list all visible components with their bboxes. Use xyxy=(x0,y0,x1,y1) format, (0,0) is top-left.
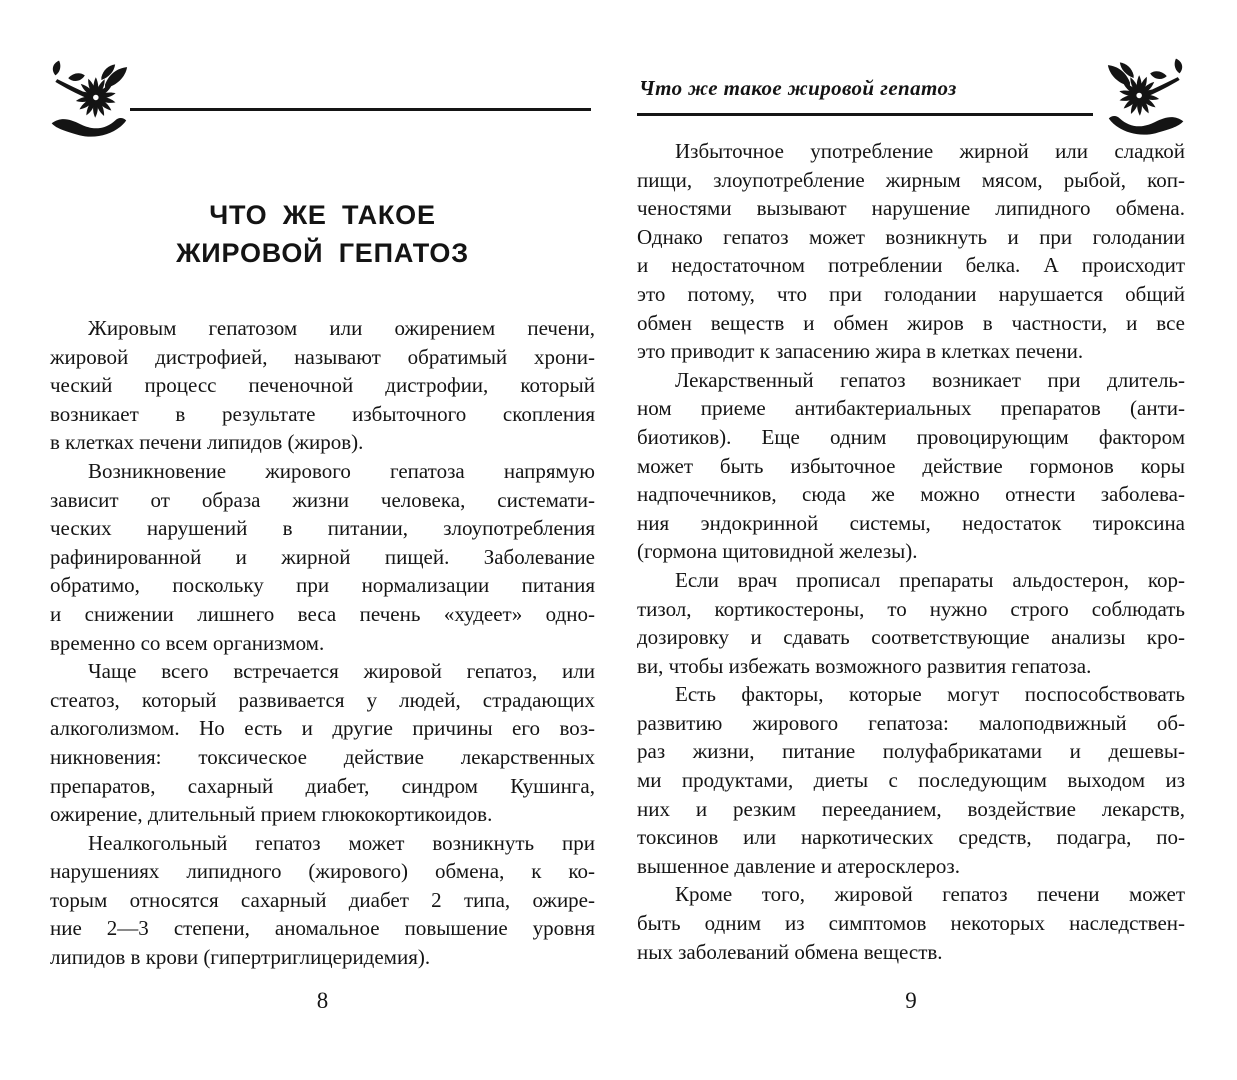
paragraph xyxy=(50,657,595,829)
text-line: и снижении лишнего веса печень «худеет» одно- xyxy=(50,601,595,626)
text-line: ных заболеваний обмена веществ. xyxy=(637,939,943,964)
text-line: это приводит к запасению жира в клетках печени. xyxy=(637,339,1084,364)
text-line: надпочечников, сюда же можно отнести заболева- xyxy=(637,482,1185,507)
chapter-title-line: ЧТО ЖЕ ТАКОЕ xyxy=(209,200,436,230)
text-line: алкоголизмом. Но есть и другие причины его воз- xyxy=(50,716,595,741)
text-line: вышенное давление и атеросклероз. xyxy=(637,853,960,878)
paragraph xyxy=(50,457,595,657)
text-line: развитию жирового гепатоза: малоподвижный об- xyxy=(637,710,1185,735)
text-line: жировой дистрофией, называют обратимый хрони- xyxy=(50,344,595,369)
flower-ornament-icon xyxy=(48,60,140,146)
text-line: Есть факторы, которые могут поспособствовать xyxy=(675,682,1185,707)
text-line: Кроме того, жировой гепатоз печени может xyxy=(675,882,1185,907)
header-rule xyxy=(637,113,1093,116)
text-line: дозировку и сдавать соответствующие анализы кро- xyxy=(637,625,1185,650)
text-line: может быть избыточное действие гормонов коры xyxy=(637,453,1185,478)
text-line: ченостями вызывают нарушение липидного обмена. xyxy=(637,196,1185,221)
text-line: стеатоз, который развивается у людей, страдающих xyxy=(50,687,595,712)
chapter-title xyxy=(50,196,595,272)
text-line: Если врач прописал препараты альдостерон, кор- xyxy=(675,567,1185,592)
text-line: ви, чтобы избежать возможного развития гепатоза. xyxy=(637,653,1092,678)
flower-ornament-icon xyxy=(1095,58,1187,144)
text-line: Жировым гепатозом или ожирением печени, xyxy=(88,316,595,340)
text-line: препаратов, сахарный диабет, синдром Кушинга, xyxy=(50,773,595,798)
text-line: ожирение, длительный прием глюкокортикоидов. xyxy=(50,802,493,827)
text-line: обратимо, поскольку при нормализации питания xyxy=(50,573,595,598)
text-line: это потому, что при голодании нарушается общий xyxy=(637,281,1185,306)
text-line: Лекарственный гепатоз возникает при длитель- xyxy=(675,367,1185,392)
text-line: тизол, кортикостероны, то нужно строго соблюдать xyxy=(637,596,1185,621)
right-page xyxy=(637,60,1185,1050)
page-number: 8 xyxy=(316,988,329,1013)
header-rule xyxy=(130,108,591,111)
text-line: них и резким перееданием, воздействие лекарств, xyxy=(637,796,1185,821)
text-line: Избыточное употребление жирной или сладкой xyxy=(675,139,1185,163)
text-line: ном приеме антибактериальных препаратов (анти- xyxy=(637,396,1185,421)
text-line: временно со всем организмом. xyxy=(50,630,325,655)
text-line: липидов в крови (гипертриглицеридемия). xyxy=(50,945,431,970)
running-header: Что же такое жировой гепатоз xyxy=(639,76,957,100)
text-line: раз жизни, питание полуфабрикатами и дешевы- xyxy=(637,739,1185,764)
text-line: ческих нарушений в питании, злоупотребления xyxy=(50,516,595,541)
text-line: биотиков). Еще одним провоцирующим фактором xyxy=(637,424,1185,449)
paragraph xyxy=(637,366,1185,566)
paragraph xyxy=(637,137,1185,366)
text-line: обмен веществ и обмен жиров в частности, и все xyxy=(637,310,1185,335)
body-text xyxy=(50,314,595,972)
text-line: торым относятся сахарный диабет 2 типа, ожире- xyxy=(50,887,595,912)
text-line: (гормона щитовидной железы). xyxy=(637,539,918,564)
text-line: ми продуктами, диеты с последующим выходом из xyxy=(637,768,1185,793)
text-line: Однако гепатоз может возникнуть и при голодании xyxy=(637,224,1185,249)
text-line: ческий процесс печеночной дистрофии, который xyxy=(50,373,595,398)
text-line: зависит от образа жизни человека, системати- xyxy=(50,487,595,512)
left-page xyxy=(50,60,595,1050)
text-line: возникает в результате избыточного скопления xyxy=(50,401,595,426)
text-line: пищи, злоупотребление жирным мясом, рыбой, коп- xyxy=(637,167,1185,192)
body-text xyxy=(637,137,1185,966)
text-line: ние 2—3 степени, аномальное повышение уровня xyxy=(50,916,595,941)
text-line: в клетках печени липидов (жиров). xyxy=(50,430,364,455)
text-line: и недостаточном потреблении белка. А происходит xyxy=(637,253,1185,278)
text-line: быть одним из симптомов некоторых наследствен- xyxy=(637,911,1185,936)
chapter-title-line: ЖИРОВОЙ ГЕПАТОЗ xyxy=(176,238,469,268)
text-line: ния эндокринной системы, недостаток тироксина xyxy=(637,510,1185,535)
text-line: Возникновение жирового гепатоза напрямую xyxy=(88,458,595,483)
text-line: токсинов или наркотических средств, подагра, по- xyxy=(637,825,1185,850)
text-line: Неалкогольный гепатоз может возникнуть при xyxy=(88,830,595,855)
paragraph xyxy=(637,880,1185,966)
paragraph xyxy=(50,314,595,457)
text-line: рафинированной и жирной пищей. Заболевание xyxy=(50,544,595,569)
text-line: Чаще всего встречается жировой гепатоз, или xyxy=(88,659,595,684)
paragraph xyxy=(637,566,1185,680)
text-line: нарушениях липидного (жирового) обмена, к ко- xyxy=(50,859,595,884)
paragraph xyxy=(637,680,1185,880)
paragraph xyxy=(50,829,595,972)
text-line: никновения: токсическое действие лекарственных xyxy=(50,744,595,769)
page-number: 9 xyxy=(905,988,917,1013)
